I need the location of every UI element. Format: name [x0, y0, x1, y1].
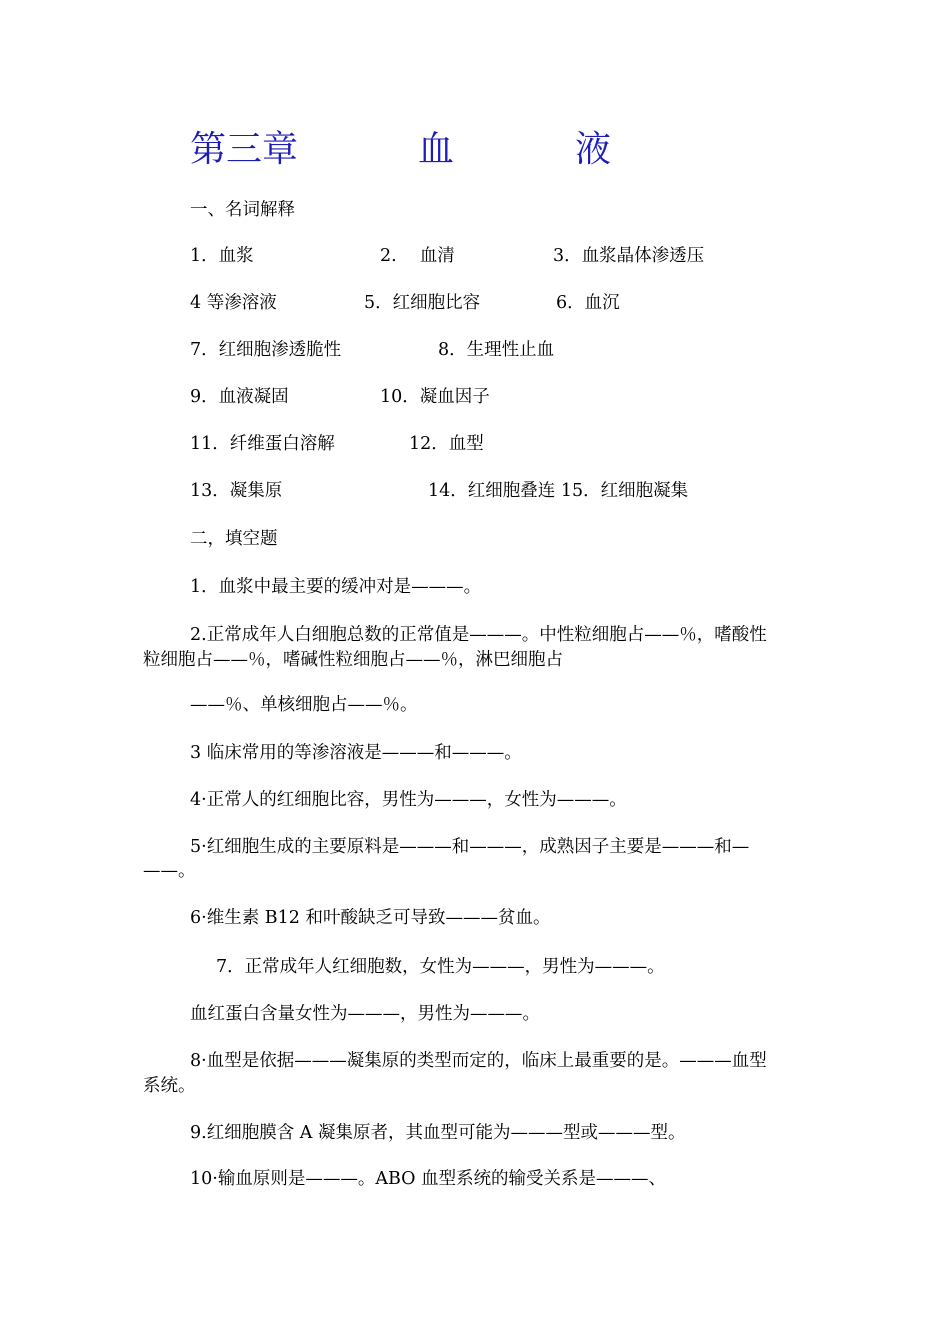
question-1: 1．血浆中最主要的缓冲对是———。 — [190, 577, 482, 597]
question-8-line1: 8·血型是依据———凝集原的类型而定的，临床上最重要的是。———血型 — [190, 1051, 767, 1071]
question-7-line2: 血红蛋白含量女性为———，男性为———。 — [190, 1004, 540, 1024]
question-7-line1: 7．正常成年人红细胞数，女性为———，男性为———。 — [216, 957, 665, 977]
question-9: 9.红细胞膜含 A 凝集原者，其血型可能为———型或———型。 — [190, 1123, 686, 1143]
term-row — [0, 291, 950, 315]
term-row — [0, 244, 950, 268]
term-row — [0, 338, 950, 362]
chapter-title-part1: 第三章 — [190, 129, 299, 170]
term-item: 13．凝集原 — [190, 481, 283, 501]
term-item: 8．生理性止血 — [438, 340, 555, 360]
term-item: 12．血型 — [409, 434, 484, 454]
chapter-title-part3: 液 — [575, 129, 612, 170]
term-item: 2. 血清 — [380, 246, 455, 266]
section1-heading: 一、名词解释 — [190, 200, 295, 220]
term-row — [0, 385, 950, 409]
term-item: 7．红细胞渗透脆性 — [190, 340, 342, 360]
question-6: 6·维生素 B12 和叶酸缺乏可导致———贫血。 — [190, 908, 551, 928]
chapter-title-part2: 血 — [418, 129, 455, 170]
question-2-line3: ——％、单核细胞占——％。 — [190, 695, 418, 715]
section2-heading: 二，填空题 — [190, 529, 278, 549]
term-item: 9．血液凝固 — [190, 387, 289, 407]
question-5-line2: ——。 — [143, 861, 196, 881]
term-item: 1．血浆 — [190, 246, 254, 266]
question-4: 4·正常人的红细胞比容，男性为———，女性为———。 — [190, 790, 627, 810]
term-item: 10．凝血因子 — [380, 387, 490, 407]
question-8-line2: 系统。 — [143, 1076, 196, 1096]
question-10: 10·输血原则是———。ABO 血型系统的输受关系是———、 — [190, 1169, 667, 1189]
term-item: 6．血沉 — [556, 293, 620, 313]
term-item: 11．纤维蛋白溶解 — [190, 434, 335, 454]
term-item: 3．血浆晶体渗透压 — [553, 246, 705, 266]
term-row — [0, 432, 950, 456]
question-5-line1: 5·红细胞生成的主要原料是———和———，成熟因子主要是———和— — [190, 837, 750, 857]
question-3: 3 临床常用的等渗溶液是———和———。 — [190, 743, 522, 763]
term-item: 4 等渗溶液 — [190, 293, 277, 313]
question-2-line1: 2.正常成年人白细胞总数的正常值是———。中性粒细胞占——％，嗜酸性 — [190, 625, 767, 645]
term-item: 5．红细胞比容 — [364, 293, 481, 313]
term-item: 14．红细胞叠连 15．红细胞凝集 — [428, 481, 689, 501]
term-row — [0, 479, 950, 503]
question-2-line2: 粒细胞占——％，嗜碱性粒细胞占——％，淋巴细胞占 — [143, 650, 563, 670]
